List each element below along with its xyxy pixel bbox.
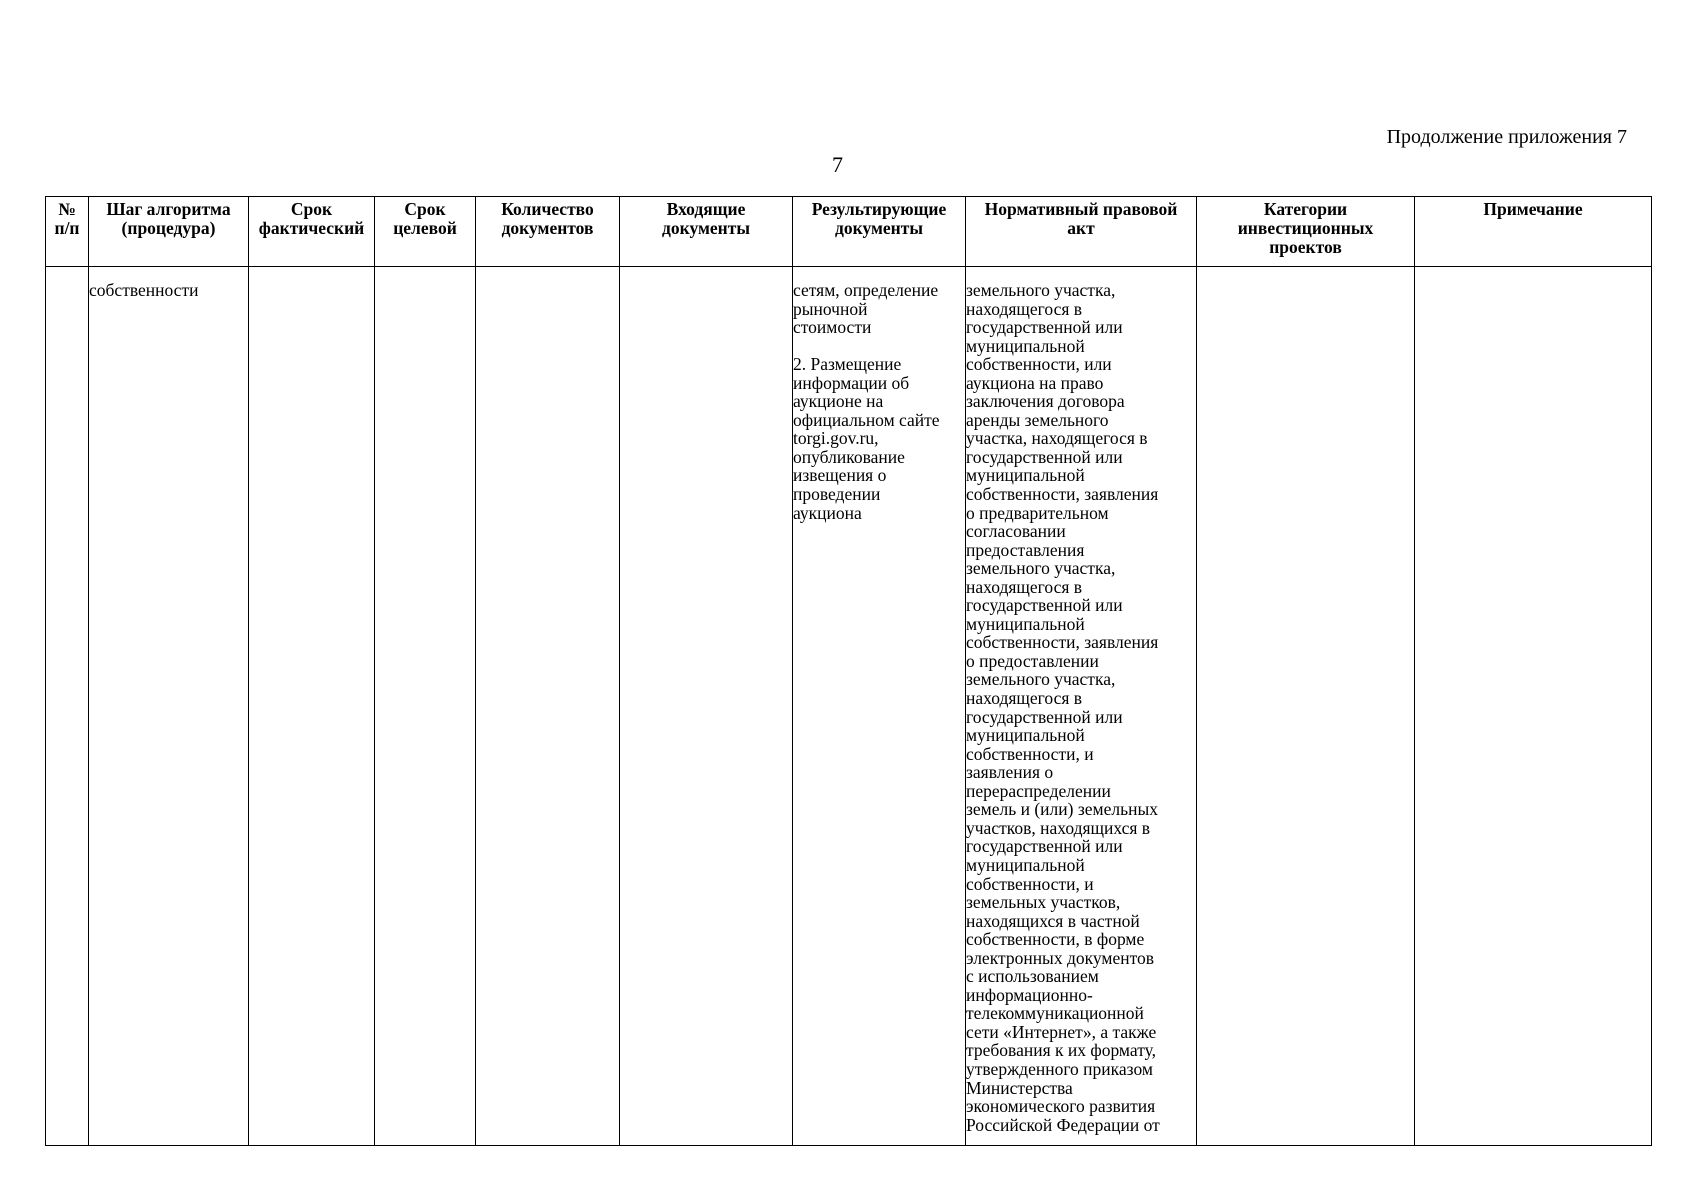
cell-result-docs: [793, 267, 966, 1146]
column-header-legal-act: Нормативный правовой акт: [966, 197, 1197, 267]
column-header-term-actual: Срок фактический: [249, 197, 375, 267]
table-header-row: [46, 197, 1652, 267]
column-header-result-docs: Результирующие документы: [793, 197, 966, 267]
cell-term-target: [375, 267, 476, 1146]
cell-step: собственности: [89, 267, 249, 1146]
column-header-step: Шаг алгоритма (процедура): [89, 197, 249, 267]
cell-num: [46, 267, 89, 1146]
cell-note: [1415, 267, 1652, 1146]
algorithm-table: [45, 196, 1652, 1146]
result-docs-paragraph-2: 2. Размещение информации об аукционе на официальном сайте torgi.gov.ru, опубликование извещения о проведении аукциона: [793, 354, 940, 523]
page-number: 7: [832, 152, 843, 177]
result-docs-paragraph-1: сетям, определение рыночной стоимости: [793, 280, 939, 338]
cell-categories: [1197, 267, 1415, 1146]
cell-legal-act: земельного участка, находящегося в государственной или муниципальной собственности, или аукциона на право заключения договора аренды земельного участка, находящегося в государственной или муниципальной собственности, заявления о предварительном согласовании предоставления земельного участка, находящегося в государственной или муниципальной собственности, заявления о предоставлении земельного участка, находящегося в государственной или муниципальной собственности, и заявления о перераспределении земель и (или) земельных участков, находящихся в государственной или муниципальной собственности, и земельных участков, находящихся в частной собственности, в форме электронных документов с использованием информационно- телекоммуникационной сети «Интернет», а также требования к их формату, утвержденного приказом Министерства экономического развития Российской Федерации от: [966, 267, 1197, 1146]
appendix-continuation-note: Продолжение приложения 7: [1386, 126, 1627, 148]
cell-term-actual: [249, 267, 375, 1146]
cell-input-docs: [620, 267, 793, 1146]
column-header-note: Примечание: [1415, 197, 1652, 267]
column-header-term-target: Срок целевой: [375, 197, 476, 267]
cell-doc-count: [476, 267, 620, 1146]
column-header-categories: Категории инвестиционных проектов: [1197, 197, 1415, 267]
column-header-doc-count: Количество документов: [476, 197, 620, 267]
table-row: [46, 267, 1652, 1146]
column-header-num: № п/п: [46, 197, 89, 267]
column-header-input-docs: Входящие документы: [620, 197, 793, 267]
